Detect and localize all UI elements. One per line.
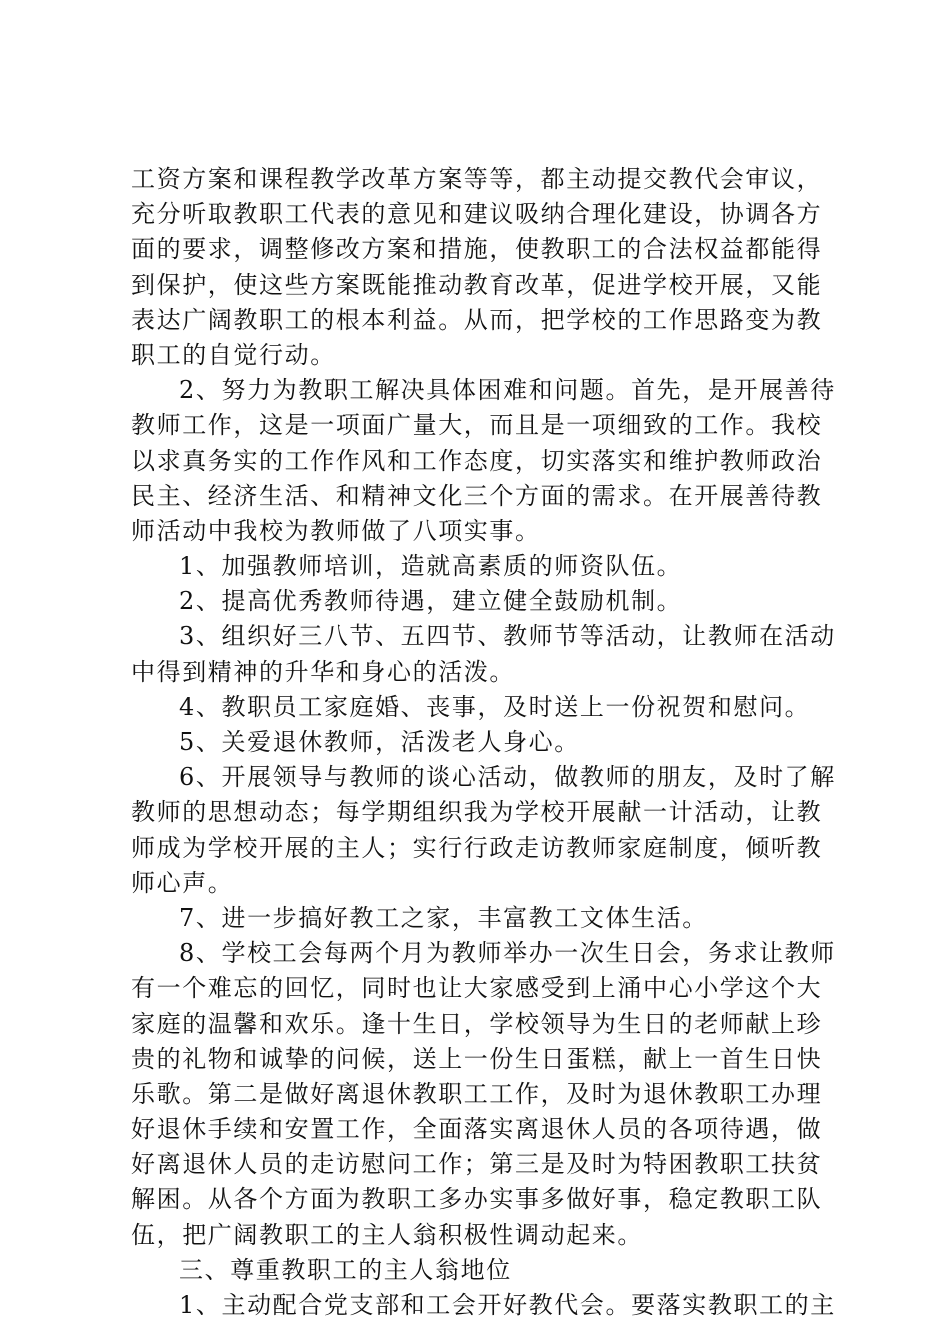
text-line: 表达广阔教职工的根本利益。从而，把学校的工作思路变为教	[131, 305, 823, 334]
text-line: 好退休手续和安置工作，全面落实离退休人员的各项待遇，做	[131, 1115, 823, 1144]
text-line: 6、开展领导与教师的谈心活动，做教师的朋友，及时了解	[179, 763, 836, 792]
text-line: 中得到精神的升华和身心的活泼。	[131, 657, 515, 686]
text-line: 2、努力为教职工解决具体困难和问题。首先，是开展善待	[179, 376, 836, 405]
text-line: 面的要求，调整修改方案和措施，使教职工的合法权益都能得	[131, 235, 823, 264]
text-line: 师活动中我校为教师做了八项实事。	[131, 516, 541, 545]
text-line: 到保护，使这些方案既能推动教育改革，促进学校开展，又能	[131, 270, 823, 299]
text-line: 8、学校工会每两个月为教师举办一次生日会，务求让教师	[179, 939, 836, 968]
text-line: 师心声。	[131, 868, 234, 897]
text-line: 教师的思想动态；每学期组织我为学校开展献一计活动，让教	[131, 798, 823, 827]
text-line: 有一个难忘的回忆，同时也让大家感受到上涌中心小学这个大	[131, 974, 823, 1003]
text-line: 以求真务实的工作作风和工作态度，切实落实和维护教师政治	[131, 446, 823, 475]
text-line: 好离退休人员的走访慰问工作；第三是及时为特困教职工扶贫	[131, 1150, 823, 1179]
text-line: 乐歌。第二是做好离退休教职工工作，及时为退休教职工办理	[131, 1079, 823, 1108]
text-line: 解困。从各个方面为教职工多办实事多做好事，稳定教职工队	[131, 1185, 823, 1214]
text-line: 2、提高优秀教师待遇，建立健全鼓励机制。	[179, 587, 683, 616]
text-line: 4、教职员工家庭婚、丧事，及时送上一份祝贺和慰问。	[179, 692, 811, 721]
document-body	[131, 162, 836, 1323]
text-line: 7、进一步搞好教工之家，丰富教工文体生活。	[179, 903, 708, 932]
text-line: 家庭的温馨和欢乐。逢十生日，学校领导为生日的老师献上珍	[131, 1009, 823, 1038]
text-line: 职工的自觉行动。	[131, 340, 336, 369]
text-line: 3、组织好三八节、五四节、教师节等活动，让教师在活动	[179, 622, 836, 651]
text-line: 民主、经济生活、和精神文化三个方面的需求。在开展善待教	[131, 481, 823, 510]
text-line: 1、加强教师培训，造就高素质的师资队伍。	[179, 552, 683, 581]
text-line: 5、关爱退休教师，活泼老人身心。	[179, 728, 580, 756]
text-line: 贵的礼物和诚挚的问候，送上一份生日蛋糕，献上一首生日快	[131, 1044, 823, 1073]
text-line: 1、主动配合党支部和工会开好教代会。要落实教职工的主	[179, 1291, 836, 1319]
text-line: 教师工作，这是一项面广量大，而且是一项细致的工作。我校	[131, 411, 823, 440]
text-line: 三、尊重教职工的主人翁地位	[179, 1255, 512, 1284]
text-line: 师成为学校开展的主人；实行行政走访教师家庭制度，倾听教	[131, 833, 823, 862]
text-line: 工资方案和课程教学改革方案等等，都主动提交教代会审议，	[131, 165, 823, 193]
text-line: 伍，把广阔教职工的主人翁积极性调动起来。	[131, 1220, 643, 1249]
text-line: 充分听取教职工代表的意见和建议吸纳合理化建设，协调各方	[131, 200, 823, 229]
